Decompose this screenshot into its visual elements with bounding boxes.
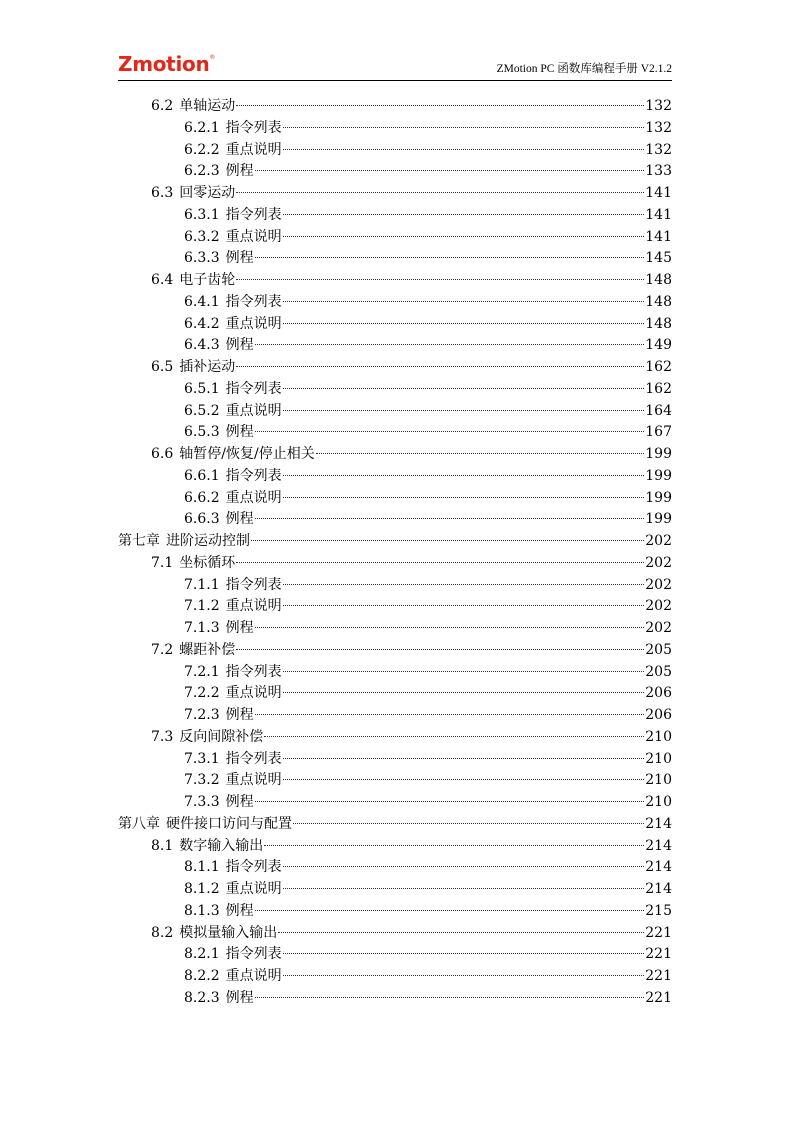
toc-entry-title: 回零运动 [179,185,236,201]
toc-leader-dots [255,910,645,911]
toc-leader-dots [283,388,645,389]
toc-entry-number: 6.5.2 [184,402,220,419]
toc-entry-title: 例程 [225,902,254,919]
toc-entry-page: 221 [645,989,672,1006]
toc-entry-page: 148 [645,293,672,310]
toc-entry-page: 149 [645,337,672,354]
toc-entry[interactable] [118,401,672,423]
toc-entry-number: 7.2.3 [184,707,220,723]
logo-text: Zmotion [118,52,210,76]
toc-leader-dots [255,170,645,171]
toc-entry-page: 145 [645,250,672,267]
toc-entry-page: 162 [645,359,672,375]
toc-entry-page: 210 [645,794,672,810]
toc-entry-page: 210 [645,750,672,767]
toc-entry-number: 8.2.1 [184,946,220,963]
toc-entry[interactable] [118,727,672,749]
toc-entry-title: 指令列表 [225,576,282,593]
toc-entry-title: 指令列表 [225,119,282,136]
toc-entry-title: 重点说明 [225,772,282,789]
toc-entry-page: 133 [645,163,672,180]
toc-entry[interactable] [118,575,672,597]
toc-leader-dots [251,540,644,541]
toc-entry[interactable] [118,705,672,727]
toc-entry-page: 202 [645,598,672,615]
toc-entry-number: 6.5.1 [184,380,220,397]
toc-entry-title: 重点说明 [225,228,282,245]
toc-entry-title: 插补运动 [179,359,236,375]
table-of-contents [118,96,672,1010]
toc-leader-dots [283,953,645,954]
toc-entry[interactable] [118,966,672,988]
toc-leader-dots [283,127,645,128]
toc-leader-dots [283,584,645,585]
toc-entry-page: 214 [645,837,672,854]
toc-entry-number: 8.2 [151,924,174,941]
toc-entry-page: 214 [645,881,672,897]
toc-entry[interactable] [118,901,672,923]
toc-entry[interactable] [118,749,672,771]
toc-entry-title: 指令列表 [225,750,282,767]
toc-entry-page: 162 [645,380,672,397]
toc-entry-page: 199 [645,467,672,484]
toc-leader-dots [255,997,645,998]
toc-entry-title: 例程 [225,620,254,636]
toc-entry[interactable] [118,509,672,531]
toc-entry-title: 指令列表 [225,946,282,963]
toc-entry-number: 8.1 [151,837,174,854]
toc-entry-title: 坐标循环 [179,554,236,571]
toc-entry[interactable] [118,444,672,466]
toc-entry-page: 141 [645,185,672,201]
toc-entry[interactable] [118,944,672,966]
toc-entry[interactable] [118,857,672,879]
toc-entry-title: 重点说明 [225,881,282,897]
toc-entry[interactable] [118,248,672,270]
toc-leader-dots [283,301,645,302]
toc-leader-dots [283,149,645,150]
toc-entry[interactable] [118,270,672,292]
toc-entry-title: 指令列表 [225,206,282,223]
toc-entry-number: 7.3.3 [184,794,220,810]
document-title: ZMotion PC 函数库编程手册 V2.1.2 [496,63,672,75]
toc-leader-dots [264,845,644,846]
toc-leader-dots [236,366,644,367]
toc-entry-page: 221 [645,968,672,984]
toc-entry-title: 轴暂停/恢复/停止相关 [179,446,315,462]
toc-entry-number: 6.6.1 [184,467,220,484]
toc-entry-number: 7.1.1 [184,576,220,593]
toc-entry-page: 202 [645,620,672,636]
toc-entry-page: 199 [645,446,672,462]
toc-entry-number: 6.6 [151,446,174,462]
toc-entry-number: 8.2.2 [184,968,220,984]
toc-entry[interactable] [118,422,672,444]
toc-entry[interactable] [118,618,672,640]
toc-leader-dots [255,257,645,258]
toc-entry-number: 6.6.3 [184,511,220,528]
toc-leader-dots [283,214,645,215]
toc-entry-title: 例程 [225,163,254,180]
toc-leader-dots [283,605,645,606]
toc-leader-dots [255,518,645,519]
toc-entry-title: 重点说明 [225,685,282,702]
toc-entry-title: 进阶运动控制 [166,533,250,549]
toc-leader-dots [255,627,645,628]
toc-entry[interactable] [118,836,672,858]
toc-entry-number: 第七章 [118,533,160,549]
toc-entry-page: 205 [645,641,672,658]
toc-entry[interactable] [118,205,672,227]
toc-entry-page: 167 [645,424,672,441]
toc-entry[interactable] [118,531,672,553]
toc-leader-dots [236,562,644,563]
toc-entry-number: 8.1.1 [184,859,220,876]
toc-entry-title: 数字输入输出 [179,837,264,854]
toc-entry-page: 202 [645,554,672,571]
toc-entry[interactable] [118,292,672,314]
toc-entry-title: 例程 [225,424,254,441]
toc-entry-title: 硬件接口访问与配置 [166,815,292,832]
toc-entry-title: 单轴运动 [179,98,236,114]
toc-leader-dots [283,323,645,324]
toc-entry-title: 例程 [225,337,254,354]
toc-entry[interactable] [118,140,672,162]
toc-entry-number: 6.4 [151,272,174,288]
toc-entry-title: 例程 [225,989,254,1006]
toc-entry-page: 202 [645,533,672,549]
toc-entry-page: 205 [645,663,672,680]
toc-entry-page: 210 [645,772,672,789]
toc-entry-number: 6.5 [151,359,174,375]
toc-leader-dots [316,453,645,454]
toc-entry-number: 6.3 [151,185,174,201]
toc-entry-page: 206 [645,707,672,723]
toc-leader-dots [255,714,645,715]
toc-entry-page: 199 [645,489,672,506]
toc-entry-number: 7.2 [151,641,174,658]
toc-entry[interactable] [118,792,672,814]
toc-entry[interactable] [118,314,672,336]
toc-entry-page: 202 [645,576,672,593]
toc-entry-number: 7.2.1 [184,663,220,680]
toc-entry-number: 7.1.2 [184,598,220,615]
toc-leader-dots [283,236,645,237]
toc-entry[interactable] [118,161,672,183]
toc-entry-title: 例程 [225,794,254,810]
toc-leader-dots [278,932,644,933]
toc-entry-number: 6.5.3 [184,424,220,441]
toc-entry-page: 199 [645,511,672,528]
toc-entry-page: 148 [645,315,672,332]
toc-entry-title: 电子齿轮 [179,272,236,288]
toc-entry-page: 132 [645,98,672,114]
toc-entry[interactable] [118,118,672,140]
toc-entry-number: 8.1.3 [184,902,220,919]
toc-leader-dots [283,866,645,867]
toc-entry[interactable] [118,335,672,357]
toc-leader-dots [283,475,645,476]
toc-entry-number: 第八章 [118,815,160,832]
toc-entry-number: 6.4.3 [184,337,220,354]
toc-entry-page: 214 [645,859,672,876]
toc-entry[interactable] [118,988,672,1010]
toc-entry-number: 7.1.3 [184,620,220,636]
toc-entry[interactable] [118,96,672,118]
toc-entry[interactable] [118,814,672,836]
toc-leader-dots [283,671,645,672]
toc-entry-number: 6.2.3 [184,163,220,180]
page-header [118,50,672,81]
toc-entry-title: 指令列表 [225,859,282,876]
toc-entry-number: 6.4.2 [184,315,220,332]
toc-entry-title: 例程 [225,511,254,528]
toc-leader-dots [264,736,644,737]
zmotion-logo [118,52,215,76]
toc-entry-number: 7.3.2 [184,772,220,789]
toc-leader-dots [283,888,645,889]
toc-entry-number: 6.3.1 [184,206,220,223]
toc-leader-dots [255,431,645,432]
toc-entry[interactable] [118,662,672,684]
toc-entry-number: 6.3.3 [184,250,220,267]
toc-entry[interactable] [118,923,672,945]
toc-entry-number: 6.6.2 [184,489,220,506]
toc-entry-number: 7.2.2 [184,685,220,702]
toc-entry-title: 例程 [225,707,254,723]
toc-entry[interactable] [118,466,672,488]
toc-entry[interactable] [118,770,672,792]
toc-entry-number: 6.4.1 [184,293,220,310]
logo-registered-mark: ® [209,54,216,61]
toc-leader-dots [283,692,645,693]
toc-entry-title: 重点说明 [225,598,282,615]
toc-entry-number: 6.2.2 [184,141,220,158]
toc-leader-dots [236,649,644,650]
toc-entry-page: 221 [645,946,672,963]
toc-entry[interactable] [118,488,672,510]
toc-entry[interactable] [118,357,672,379]
toc-leader-dots [283,975,645,976]
toc-entry[interactable] [118,379,672,401]
toc-leader-dots [283,410,645,411]
toc-entry-page: 206 [645,685,672,702]
toc-entry[interactable] [118,183,672,205]
toc-entry-title: 重点说明 [225,141,282,158]
toc-entry[interactable] [118,879,672,901]
toc-leader-dots [236,105,644,106]
toc-entry-number: 7.3.1 [184,750,220,767]
toc-entry-title: 指令列表 [225,380,282,397]
toc-entry-number: 6.2.1 [184,119,220,136]
toc-entry-title: 重点说明 [225,315,282,332]
toc-entry-page: 221 [645,924,672,941]
toc-entry-page: 215 [645,902,672,919]
toc-entry-page: 132 [645,141,672,158]
toc-leader-dots [255,344,645,345]
toc-entry-number: 6.3.2 [184,228,220,245]
toc-entry-title: 模拟量输入输出 [179,924,278,941]
toc-entry-number: 7.1 [151,554,174,571]
toc-entry-number: 7.3 [151,728,174,745]
toc-entry-title: 指令列表 [225,293,282,310]
toc-entry[interactable] [118,596,672,618]
toc-leader-dots [236,279,644,280]
toc-entry-page: 141 [645,206,672,223]
toc-entry[interactable] [118,683,672,705]
toc-entry-title: 重点说明 [225,489,282,506]
toc-leader-dots [293,823,644,824]
toc-entry-page: 141 [645,228,672,245]
toc-entry-page: 164 [645,402,672,419]
toc-entry-page: 210 [645,728,672,745]
toc-entry-title: 反向间隙补偿 [179,728,264,745]
toc-leader-dots [283,779,645,780]
toc-entry-title: 指令列表 [225,663,282,680]
toc-entry-page: 148 [645,272,672,288]
toc-entry-number: 8.1.2 [184,881,220,897]
toc-entry[interactable] [118,640,672,662]
toc-leader-dots [236,192,644,193]
toc-entry-title: 螺距补偿 [179,641,236,658]
toc-entry-title: 重点说明 [225,968,282,984]
toc-entry-title: 例程 [225,250,254,267]
toc-leader-dots [283,758,645,759]
toc-leader-dots [283,497,645,498]
toc-leader-dots [255,801,645,802]
toc-entry[interactable] [118,227,672,249]
toc-entry-number: 6.2 [151,98,174,114]
toc-entry-title: 指令列表 [225,467,282,484]
toc-entry-title: 重点说明 [225,402,282,419]
toc-entry[interactable] [118,553,672,575]
toc-entry-number: 8.2.3 [184,989,220,1006]
toc-entry-page: 132 [645,119,672,136]
toc-entry-page: 214 [645,815,672,832]
